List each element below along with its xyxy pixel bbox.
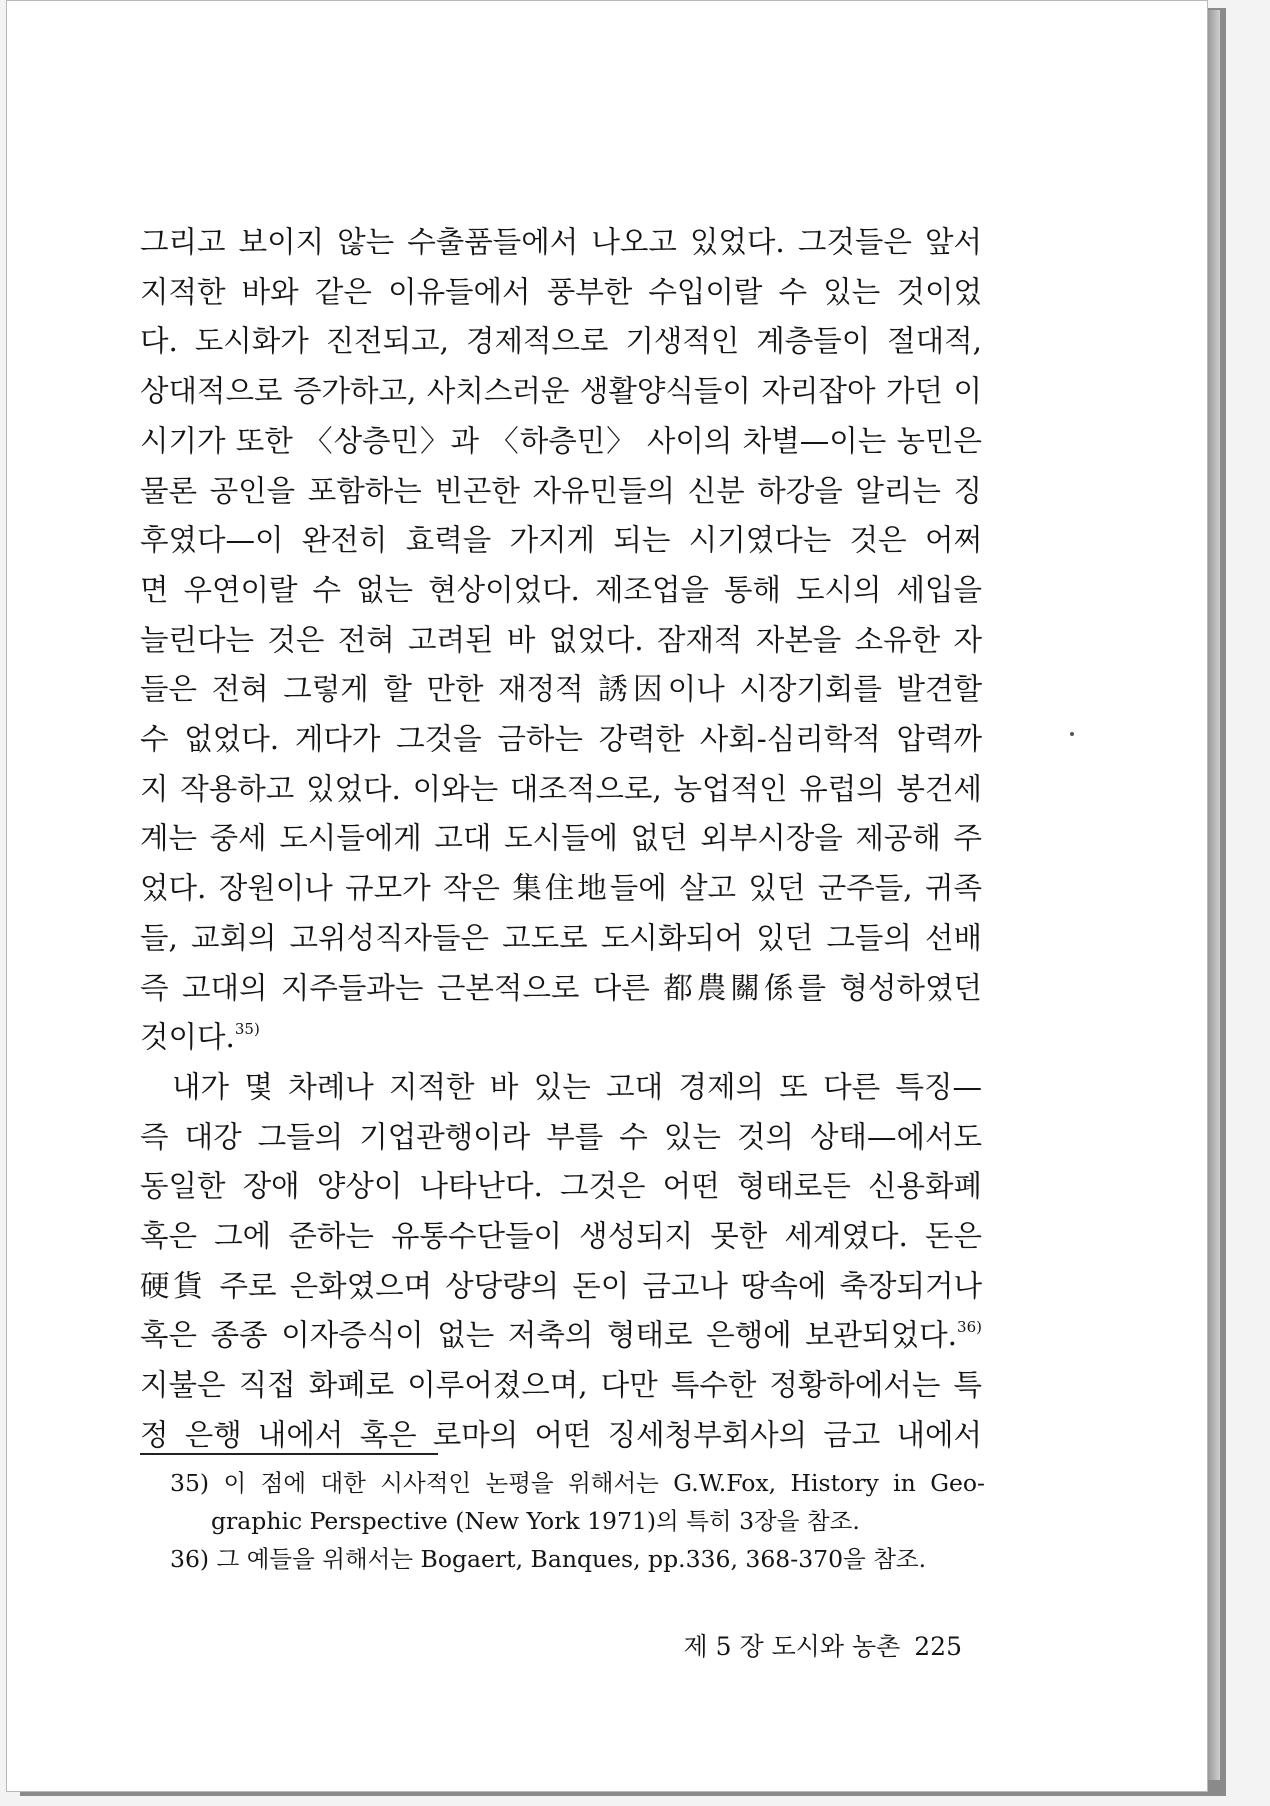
text-line: 지 작용하고 있었다. 이와는 대조적으로, 농업적인 유럽의 봉건세 [140,771,982,806]
text-line: 그리고 보이지 않는 수출품들에서 나오고 있었다. 그것들은 앞서 [140,225,982,259]
footnote-36: 36) 그 예들을 위해서는 Bogaert, Banques, pp.336, 368-370을 참조. [170,1545,927,1573]
text-line: 수 없었다. 게다가 그것을 금하는 강력한 사회-심리학적 압력까 [140,722,982,757]
text-line: 지불은 직접 화폐로 이루어졌으며, 다만 특수한 정황하에서는 특 [140,1368,982,1403]
text-line: 즉 고대의 지주들과는 근본적으로 다른 都農關係를 형성하였던 [140,970,982,1005]
text-line: 다. 도시화가 진전되고, 경제적으로 기생적인 계층들이 절대적, [140,324,982,359]
chapter-title: 제 5 장 도시와 농촌 [683,1632,901,1661]
text-line: 硬貨 주로 은화였으며 상당량의 돈이 금고나 땅속에 축장되거나 [140,1268,982,1303]
running-footer [650,1627,962,1663]
footnote-divider [140,1453,438,1455]
text-line: 면 우연이랄 수 없는 현상이었다. 제조업을 통해 도시의 세입을 [140,572,982,607]
text-line: 시기가 또한 〈상층민〉과 〈하층민〉 사이의 차별—이는 농민은 [140,423,982,458]
body-text [140,218,982,1461]
text-line: 혹은 그에 준하는 유통수단들이 생성되지 못한 세계였다. 돈은 [140,1219,982,1254]
text-line: 즉 대강 그들의 기업관행이라 부를 수 있는 것의 상태—에서도 [140,1119,982,1154]
text-line: 들, 교회의 고위성직자들은 고도로 도시화되어 있던 그들의 선배 [140,920,982,955]
footnote-35-line2: graphic Perspective (New York 1971)의 특히 3장을 참조. [211,1507,860,1535]
text-line: 물론 공인을 포함하는 빈곤한 자유민들의 신분 하강을 알리는 징 [140,473,982,508]
text-line: 후였다—이 완전히 효력을 가지게 되는 시기였다는 것은 어쩌 [140,523,982,558]
page-number: 225 [914,1632,962,1661]
text-line: 내가 몇 차례나 지적한 바 있는 고대 경제의 또 다른 특징— [172,1069,982,1104]
footnote-ref-36[interactable]: 36) [957,1318,982,1337]
text-line: 었다. 장원이나 규모가 작은 集住地들에 살고 있던 군주들, 귀족 [140,871,982,906]
text-line-text: 혹은 종종 이자증식이 없는 저축의 형태로 은행에 보관되었다. [140,1318,958,1353]
paragraph-end-text: 것이다. [140,1020,235,1055]
text-line-with-footnote [140,1311,982,1361]
text-line: 지적한 바와 같은 이유들에서 풍부한 수입이랄 수 있는 것이었 [140,274,982,309]
text-line: 동일한 장애 양상이 나타난다. 그것은 어떤 형태로든 신용화폐 [140,1169,982,1204]
text-line: 늘린다는 것은 전혀 고려된 바 없었다. 잠재적 자본을 소유한 자 [140,622,982,657]
paragraph-end-line [140,1013,982,1063]
footnote-ref-35[interactable]: 35) [234,1020,260,1039]
text-line: 정 은행 내에서 혹은 로마의 어떤 징세청부회사의 금고 내에서 [140,1417,982,1452]
scan-speck [1070,732,1074,736]
footnote-35-line1: 35) 이 점에 대한 시사적인 논평을 위해서는 G.W.Fox, History in Geo- [170,1469,985,1497]
text-line: 들은 전혀 그렇게 할 만한 재정적 誘因이나 시장기회를 발견할 [140,672,982,707]
text-line: 계는 중세 도시들에게 고대 도시들에 없던 외부시장을 제공해 주 [140,821,982,856]
footnotes [170,1464,985,1578]
page-edge [1208,10,1220,1780]
text-line: 상대적으로 증가하고, 사치스러운 생활양식들이 자리잡아 가던 이 [140,374,982,409]
